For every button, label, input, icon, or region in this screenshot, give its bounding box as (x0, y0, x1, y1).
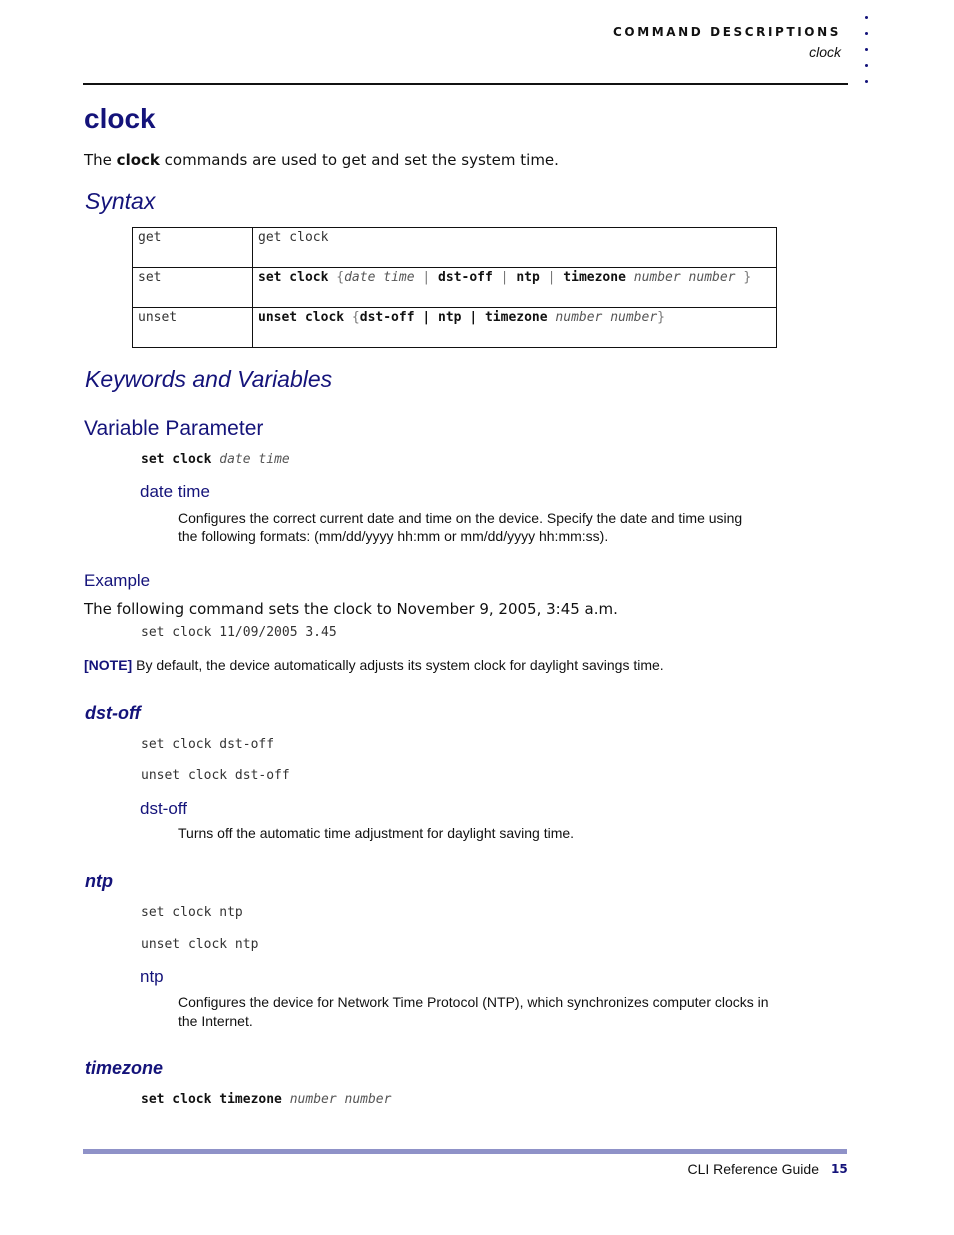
timezone-heading: timezone (85, 1058, 164, 1078)
note-paragraph (84, 657, 664, 673)
example-heading: Example (84, 571, 151, 590)
syntax-cmd-cell: get (133, 228, 253, 268)
dst-off-code-set: set clock dst-off (141, 737, 275, 752)
command-variable: date time (211, 452, 290, 467)
date-time-description (178, 509, 742, 545)
footer-guide-title: CLI Reference Guide (687, 1161, 819, 1177)
syntax-usage-cell: get clock (253, 228, 777, 268)
ntp-description (178, 993, 769, 1031)
syntax-punct: } (735, 270, 752, 285)
ntp-param-heading: ntp (140, 967, 164, 986)
variable-parameter-command (141, 452, 290, 467)
note-label: [NOTE] (84, 657, 133, 673)
syntax-keyword: timezone (563, 270, 626, 285)
syntax-usage-cell (253, 268, 777, 308)
syntax-keyword: set clock (258, 270, 329, 285)
syntax-variable: number number (625, 270, 736, 285)
running-header-topic: clock (809, 44, 841, 60)
ntp-code-set: set clock ntp (141, 905, 243, 920)
syntax-punct: | (414, 270, 439, 285)
table-row (133, 268, 777, 308)
syntax-variable: number number (547, 310, 658, 325)
decorative-dots (865, 16, 871, 96)
syntax-keyword: ntp (516, 270, 540, 285)
keywords-heading: Keywords and Variables (85, 366, 333, 392)
footer-rule (83, 1149, 847, 1154)
note-text: By default, the device automatically adjusts its system clock for daylight savings time. (132, 657, 664, 673)
page-number: 15 (831, 1162, 848, 1176)
dst-off-description: Turns off the automatic time adjustment for daylight saving time. (178, 825, 575, 841)
syntax-keyword: dst-off | ntp | timezone (359, 310, 548, 325)
syntax-cmd-cell: unset (133, 308, 253, 348)
example-code: set clock 11/09/2005 3.45 (141, 625, 337, 640)
syntax-punct: { (344, 310, 360, 325)
running-header-section: COMMAND DESCRIPTIONS (612, 25, 841, 39)
intro-command: clock (116, 151, 160, 169)
syntax-keyword: unset clock (258, 310, 345, 325)
description-line: Configures the correct current date and time on the device. Specify the date and time using (178, 510, 743, 526)
description-line: Configures the device for Network Time Protocol (NTP), which synchronizes computer clocks in (178, 994, 769, 1010)
ntp-code-unset: unset clock ntp (141, 937, 259, 952)
intro-paragraph (84, 151, 559, 169)
date-time-heading: date time (140, 482, 210, 501)
syntax-punct: { (328, 270, 345, 285)
description-line: the Internet. (178, 1013, 253, 1029)
syntax-keyword: dst-off (438, 270, 493, 285)
intro-text-after: commands are used to get and set the system time. (159, 151, 559, 169)
timezone-command (141, 1092, 391, 1107)
example-text: The following command sets the clock to November 9, 2005, 3:45 a.m. (84, 600, 618, 618)
command-variable: number number (281, 1092, 392, 1107)
header-rule (83, 83, 848, 85)
ntp-heading: ntp (85, 871, 113, 891)
description-line: the following formats: (mm/dd/yyyy hh:mm or mm/dd/yyyy hh:mm:ss). (178, 528, 609, 544)
dst-off-code-unset: unset clock dst-off (141, 768, 290, 783)
variable-parameter-heading: Variable Parameter (84, 417, 264, 440)
intro-text-before: The (84, 151, 117, 169)
syntax-punct: } (657, 310, 665, 325)
syntax-punct: | (492, 270, 517, 285)
command-keyword: set clock timezone (141, 1092, 282, 1107)
command-keyword: set clock (141, 452, 212, 467)
syntax-heading: Syntax (85, 188, 156, 214)
dst-off-heading: dst-off (85, 703, 141, 723)
page-title: clock (84, 103, 156, 134)
table-row (133, 308, 777, 348)
syntax-variable: date time (344, 270, 415, 285)
syntax-usage-cell (253, 308, 777, 348)
dst-off-param-heading: dst-off (140, 799, 187, 818)
table-row (133, 228, 777, 268)
syntax-cmd-cell: set (133, 268, 253, 308)
syntax-table (132, 227, 777, 348)
syntax-punct: | (539, 270, 564, 285)
